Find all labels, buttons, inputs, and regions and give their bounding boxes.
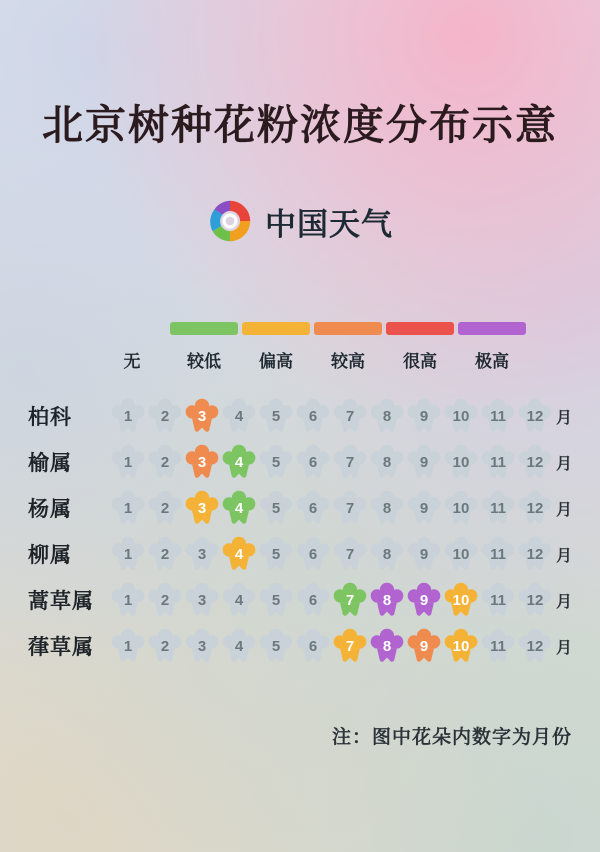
pollen-cell[interactable] (332, 396, 368, 434)
month-number: 12 (526, 591, 544, 609)
month-number: 6 (308, 591, 318, 609)
page-title: 北京树种花粉浓度分布示意 (42, 102, 558, 148)
month-number: 4 (234, 637, 244, 655)
pollen-cell[interactable] (110, 626, 146, 664)
pollen-cell[interactable] (443, 396, 479, 434)
month-number: 5 (271, 591, 281, 609)
table-row (0, 484, 600, 530)
month-number: 11 (490, 453, 506, 471)
pollen-cell[interactable] (480, 534, 516, 572)
pollen-cell[interactable] (517, 396, 553, 434)
pollen-cell[interactable] (332, 626, 368, 664)
pollen-cell[interactable] (221, 488, 257, 526)
month-number: 12 (526, 407, 544, 425)
row-label: 柏科 (28, 406, 72, 429)
pollen-cell[interactable] (480, 626, 516, 664)
month-number: 5 (271, 453, 281, 471)
month-number: 9 (419, 407, 429, 425)
legend-label: 极高 (475, 352, 509, 371)
month-number: 10 (452, 545, 470, 563)
row-unit-label: 月 (556, 594, 573, 611)
legend-item (456, 322, 528, 372)
table-row (0, 530, 600, 576)
month-number: 12 (526, 545, 544, 563)
pollen-cell[interactable] (406, 488, 442, 526)
row-unit-label: 月 (556, 410, 573, 427)
pollen-cell[interactable] (258, 442, 294, 480)
pollen-cell[interactable] (517, 580, 553, 618)
pollen-cell[interactable] (369, 442, 405, 480)
pollen-cell[interactable] (332, 442, 368, 480)
pollen-cell[interactable] (184, 534, 220, 572)
pollen-cell[interactable] (221, 580, 257, 618)
month-number: 3 (197, 637, 207, 655)
row-unit-label: 月 (556, 456, 573, 473)
month-number: 6 (308, 637, 318, 655)
month-number: 7 (345, 453, 355, 471)
pollen-cell[interactable] (221, 626, 257, 664)
legend-swatch (314, 322, 382, 335)
row-unit-label: 月 (556, 640, 573, 657)
row-unit-label: 月 (556, 548, 573, 565)
month-number: 7 (345, 637, 355, 655)
pollen-cell[interactable] (147, 442, 183, 480)
month-number: 12 (526, 453, 544, 471)
month-number: 12 (526, 637, 544, 655)
legend-swatch (242, 322, 310, 335)
row-label: 杨属 (28, 498, 72, 521)
pollen-cell[interactable] (406, 626, 442, 664)
pollen-cell[interactable] (184, 396, 220, 434)
pollen-cell[interactable] (443, 534, 479, 572)
month-number: 4 (234, 499, 244, 517)
pollen-cell[interactable] (332, 580, 368, 618)
month-number: 3 (197, 453, 207, 471)
pollen-cell[interactable] (406, 580, 442, 618)
month-number: 7 (345, 407, 355, 425)
pollen-cell[interactable] (406, 396, 442, 434)
flower-swirl-logo-icon (207, 198, 253, 244)
pollen-cell[interactable] (517, 626, 553, 664)
month-number: 8 (382, 545, 392, 563)
month-number: 9 (419, 637, 429, 655)
legend-label: 较低 (187, 352, 221, 371)
pollen-cell[interactable] (110, 488, 146, 526)
legend-swatch (170, 322, 238, 335)
month-number: 9 (419, 591, 429, 609)
month-number: 10 (452, 407, 470, 425)
pollen-cell[interactable] (443, 442, 479, 480)
legend-item (168, 322, 240, 372)
legend-swatch (98, 322, 166, 335)
month-number: 7 (345, 545, 355, 563)
month-number: 10 (452, 591, 470, 609)
month-number: 4 (234, 591, 244, 609)
pollen-cell[interactable] (443, 488, 479, 526)
pollen-cell[interactable] (369, 396, 405, 434)
table-row (0, 576, 600, 622)
pollen-cell[interactable] (480, 396, 516, 434)
row-unit-label: 月 (556, 502, 573, 519)
pollen-cell[interactable] (295, 580, 331, 618)
brand-name: 中国天气 (265, 206, 393, 242)
row-label: 柳属 (28, 544, 72, 567)
pollen-cell[interactable] (110, 534, 146, 572)
month-number: 3 (197, 591, 207, 609)
pollen-cell[interactable] (147, 488, 183, 526)
month-number: 8 (382, 499, 392, 517)
pollen-cell[interactable] (517, 442, 553, 480)
month-number: 5 (271, 637, 281, 655)
pollen-cell[interactable] (258, 488, 294, 526)
pollen-cell[interactable] (221, 442, 257, 480)
legend-item (384, 322, 456, 372)
pollen-cell[interactable] (147, 580, 183, 618)
pollen-cell[interactable] (369, 580, 405, 618)
month-number: 1 (123, 545, 133, 563)
month-number: 10 (452, 499, 470, 517)
month-number: 3 (197, 407, 207, 425)
pollen-cell[interactable] (147, 626, 183, 664)
pollen-cell[interactable] (295, 442, 331, 480)
pollen-rows (0, 392, 600, 668)
pollen-cell[interactable] (369, 534, 405, 572)
pollen-cell[interactable] (369, 626, 405, 664)
table-row (0, 392, 600, 438)
pollen-cell[interactable] (406, 534, 442, 572)
month-number: 2 (160, 591, 170, 609)
row-label: 蒿草属 (28, 590, 94, 613)
legend-label: 无 (123, 352, 141, 371)
row-label: 榆属 (28, 452, 72, 475)
pollen-cell[interactable] (295, 626, 331, 664)
legend-label: 较高 (331, 352, 365, 371)
table-row (0, 438, 600, 484)
legend (96, 322, 528, 382)
month-number: 1 (123, 637, 133, 655)
month-number: 5 (271, 499, 281, 517)
month-number: 11 (490, 637, 506, 655)
pollen-cell[interactable] (443, 626, 479, 664)
pollen-cell[interactable] (295, 396, 331, 434)
pollen-cell[interactable] (406, 442, 442, 480)
legend-item (240, 322, 312, 372)
legend-swatch (458, 322, 526, 335)
pollen-cell[interactable] (480, 488, 516, 526)
pollen-cell[interactable] (110, 442, 146, 480)
pollen-cell[interactable] (517, 534, 553, 572)
pollen-cell[interactable] (258, 534, 294, 572)
pollen-cell[interactable] (517, 488, 553, 526)
pollen-cell[interactable] (480, 442, 516, 480)
pollen-cell[interactable] (332, 534, 368, 572)
pollen-cell[interactable] (221, 396, 257, 434)
month-number: 9 (419, 499, 429, 517)
pollen-cell[interactable] (221, 534, 257, 572)
pollen-cell[interactable] (295, 488, 331, 526)
month-number: 8 (382, 591, 392, 609)
legend-swatch (386, 322, 454, 335)
pollen-cell[interactable] (184, 580, 220, 618)
month-number: 8 (382, 407, 392, 425)
brand-block (0, 198, 600, 244)
month-number: 2 (160, 407, 170, 425)
month-number: 2 (160, 499, 170, 517)
pollen-cell[interactable] (369, 488, 405, 526)
month-number: 10 (452, 453, 470, 471)
pollen-cell[interactable] (184, 626, 220, 664)
month-number: 9 (419, 545, 429, 563)
pollen-cell[interactable] (258, 396, 294, 434)
month-number: 5 (271, 407, 281, 425)
month-number: 9 (419, 453, 429, 471)
month-number: 1 (123, 453, 133, 471)
pollen-cell[interactable] (110, 580, 146, 618)
pollen-cell[interactable] (147, 534, 183, 572)
month-number: 1 (123, 591, 133, 609)
month-number: 11 (490, 545, 506, 563)
month-number: 1 (123, 407, 133, 425)
legend-item (312, 322, 384, 372)
row-label: 葎草属 (28, 636, 94, 659)
month-number: 12 (526, 499, 544, 517)
legend-label: 偏高 (259, 352, 293, 371)
month-number: 6 (308, 453, 318, 471)
month-number: 2 (160, 637, 170, 655)
month-number: 11 (490, 591, 506, 609)
month-number: 8 (382, 453, 392, 471)
pollen-cell[interactable] (258, 580, 294, 618)
month-number: 11 (490, 499, 506, 517)
legend-label: 很高 (403, 352, 437, 371)
month-number: 3 (197, 499, 207, 517)
month-number: 1 (123, 499, 133, 517)
pollen-cell[interactable] (147, 396, 183, 434)
month-number: 3 (197, 545, 207, 563)
month-number: 2 (160, 545, 170, 563)
pollen-cell[interactable] (443, 580, 479, 618)
footnote: 注：图中花朵内数字为月份 (331, 727, 572, 748)
month-number: 7 (345, 591, 355, 609)
month-number: 5 (271, 545, 281, 563)
pollen-cell[interactable] (480, 580, 516, 618)
month-number: 4 (234, 545, 244, 563)
month-number: 7 (345, 499, 355, 517)
month-number: 4 (234, 407, 244, 425)
month-number: 8 (382, 637, 392, 655)
pollen-cell[interactable] (258, 626, 294, 664)
month-number: 2 (160, 453, 170, 471)
month-number: 4 (234, 453, 244, 471)
pollen-cell[interactable] (184, 488, 220, 526)
month-number: 10 (452, 637, 470, 655)
pollen-cell[interactable] (110, 396, 146, 434)
pollen-cell[interactable] (332, 488, 368, 526)
month-number: 6 (308, 545, 318, 563)
pollen-cell[interactable] (295, 534, 331, 572)
legend-item (96, 322, 168, 372)
month-number: 6 (308, 499, 318, 517)
month-number: 6 (308, 407, 318, 425)
month-number: 11 (490, 407, 506, 425)
table-row (0, 622, 600, 668)
pollen-cell[interactable] (184, 442, 220, 480)
